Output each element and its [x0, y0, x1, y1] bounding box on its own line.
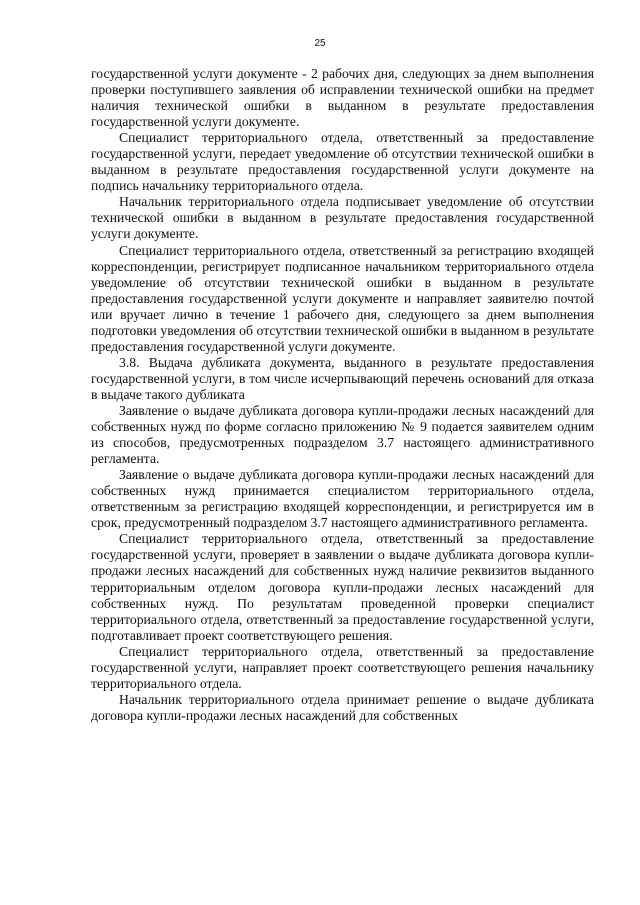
paragraph: Заявление о выдаче дубликата договора купли-продажи лесных насаждений для собственных нужд по форме согласно приложению № 9 подается заявителем одним из способов, предусмотренных подразделом 3.7 настоящего административного регламента. [91, 402, 594, 467]
paragraph: Начальник территориального отдела подписывает уведомление об отсутствии технической ошибки в выданном в результате предоставления государственной услуги документе. [91, 194, 594, 242]
paragraph: Специалист территориального отдела, ответственный за предоставление государственной услуги, направляет проект соответствующего решения начальнику территориального отдела. [91, 643, 594, 691]
section-heading: 3.8. Выдача дубликата документа, выданного в результате предоставления государственной услуги, в том числе исчерпывающий перечень оснований для отказа в выдаче такого дубликата [91, 354, 594, 402]
page-number: 25 [314, 38, 326, 49]
document-body [91, 66, 594, 724]
paragraph: Специалист территориального отдела, ответственный за предоставление государственной услуги, проверяет в заявлении о выдаче дубликата договора купли-продажи лесных насаждений для собственных нужд наличие реквизитов выданного территориальным отделом договора купли-продажи лесных насаждений для собственных нужд. По результатам проведенной проверки специалист территориального отдела, ответственный за предоставление государственной услуги, подготавливает проект соответствующего решения. [91, 531, 594, 643]
paragraph: Заявление о выдаче дубликата договора купли-продажи лесных насаждений для собственных нужд принимается специалистом территориального отдела, ответственным за регистрацию входящей корреспонденции, и регистрируется им в срок, предусмотренный подразделом 3.7 настоящего административного регламента. [91, 467, 594, 531]
paragraph: Специалист территориального отдела, ответственный за предоставление государственной услуги, передает уведомление об отсутствии технической ошибки в выданном в результате предоставления государственной услуги документе на подпись начальнику территориального отдела. [91, 130, 594, 194]
paragraph: Специалист территориального отдела, ответственный за регистрацию входящей корреспонденции, регистрирует подписанное начальником территориального отдела уведомление об отсутствии технической ошибки в выданном в результате предоставления государственной услуги документе и направляет заявителю почтой или вручает лично в течение 1 рабочего дня, следующего за днем выполнения подготовки уведомления об отсутствии технической ошибки в выданном в результате предоставления государственной услуги документе. [91, 242, 594, 354]
paragraph-continuation: государственной услуги документе - 2 рабочих дня, следующих за днем выполнения проверки поступившего заявления об исправлении технической ошибки на предмет наличия технической ошибки в выданном в результате предоставления государственной услуги документе. [91, 66, 594, 130]
paragraph: Начальник территориального отдела принимает решение о выдаче дубликата договора купли-продажи лесных насаждений для собственных [91, 691, 594, 723]
